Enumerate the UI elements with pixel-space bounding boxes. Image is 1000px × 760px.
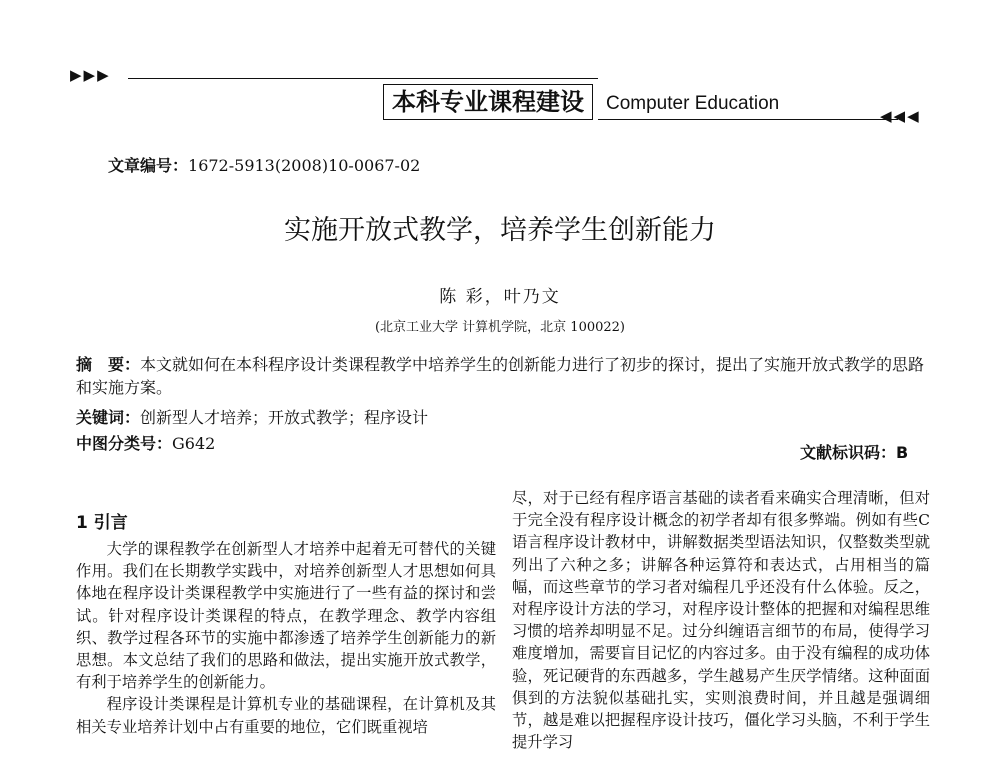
body-left-column [76, 538, 496, 738]
abstract [76, 353, 936, 399]
keywords-text: 创新型人才培养；开放式教学；程序设计 [140, 408, 429, 427]
abstract-text: 本文就如何在本科程序设计类课程教学中培养学生的创新能力进行了初步的探讨，提出了实施开放式教学的思路和实施方案。 [76, 355, 925, 397]
paper-title: 实施开放式教学，培养学生创新能力 [284, 215, 716, 246]
body-paragraph: 程序设计类课程是计算机专业的基础课程，在计算机及其相关专业培养计划中占有重要的地位，它们既重视培 [76, 695, 496, 736]
body-right-column [512, 487, 930, 753]
header-arrows-right: ◀◀◀ [880, 107, 921, 125]
body-paragraph: 大学的课程教学在创新型人才培养中起着无可替代的关键作用。我们在长期教学实践中，对培养创新型人才思想如何具体地在程序设计类课程教学中实施进行了一些有益的探讨和尝试。针对程序设计类课程的特点，在教学理念、教学内容组织、教学过程各环节的实施中都渗透了培养学生创新能力的新思想。本文总结了我们的思路和做法，提出实施开放式教学，有利于培养学生的创新能力。 [76, 540, 496, 692]
body-paragraph: 尽，对于已经有程序语言基础的读者看来确实合理清晰，但对于完全没有程序设计概念的初学者却有很多弊端。例如有些C语言程序设计教材中，讲解数据类型语法知识，仅整数类型就列出了六种之多；讲解各种运算符和表达式，占用相当的篇幅，而这些章节的学习者对编程几乎还没有什么体验。反之，对程序设计方法的学习，对程序设计整体的把握和对编程思维习惯的培养却明显不足。过分纠缠语言细节的布局，使得学习难度增加，需要盲目记忆的内容过多。由于没有编程的成功体验，死记硬背的东西越多，学生越易产生厌学情绪。这种面面俱到的方法貌似基础扎实，实则浪费时间，并且越是强调细节，越是难以把握程序设计技巧，僵化学习头脑，不利于学生提升学习 [512, 489, 930, 752]
classification-value: G642 [172, 434, 216, 453]
article-number [108, 153, 420, 176]
article-number-value: 1672-5913(2008)10-0067-02 [188, 156, 421, 175]
article-number-label: 文章编号： [108, 156, 189, 175]
header-rule-top [128, 78, 598, 79]
keywords-label: 关键词： [76, 408, 141, 427]
author-affiliation: (北京工业大学 计算机学院，北京 100022) [374, 320, 626, 335]
paper-authors: 陈 彩，叶乃文 [439, 287, 561, 307]
document-code [800, 440, 908, 463]
classification-label: 中图分类号： [76, 434, 173, 453]
section-label-en: Computer Education [606, 93, 780, 114]
section-label-cn: 本科专业课程建设 [383, 84, 593, 120]
document-code-label: 文献标识码： [800, 443, 897, 462]
keywords [76, 406, 936, 429]
header-rule-bottom [598, 119, 898, 120]
section-heading: 1 引言 [76, 513, 128, 533]
header-arrows-left: ▶▶▶ [70, 66, 111, 84]
abstract-label: 摘 要： [76, 355, 141, 374]
document-code-value: B [896, 443, 909, 462]
